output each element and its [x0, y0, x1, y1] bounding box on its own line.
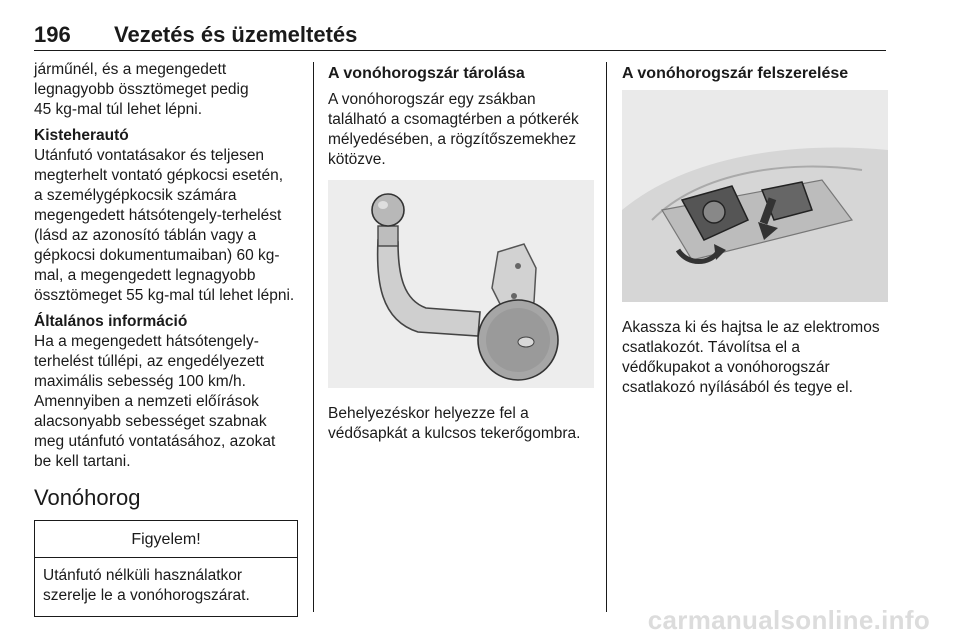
warning-body: Utánfutó nélküli használatkor szerelje le a vonóhorogszárat. [43, 567, 250, 604]
column-divider [313, 62, 314, 612]
column-right [622, 60, 890, 398]
general-info-paragraph: Ha a megengedett hátsótengely- terhelést túllépi, az engedélyezett maximális sebesség 100 km/h. Amennyiben a nemzeti előírások alacsonyabb sebességet szabnak meg utánfutó vontatásához, azokat be kell tartani. [34, 333, 276, 470]
watermark: carmanualsonline.info [647, 605, 930, 635]
warning-title: Figyelem! [35, 521, 297, 558]
bracket-hole [515, 263, 521, 269]
tow-ball [372, 194, 404, 226]
key-knob [518, 337, 534, 347]
towbar-illustration [328, 180, 594, 388]
van-paragraph: Utánfutó vontatásakor és teljesen megterhelt vontató gépkocsi esetén, a személygépkocsik számára megengedett hátsótengely-terhelést (lásd az azonosító táblán vagy a gépkocsi dokumentumaiban) 60 kg- mal, a megengedett legnagyobb össztömeget 55 kg-mal túl lehet lépni. [34, 147, 295, 304]
cap-inner [486, 308, 550, 372]
column-middle [328, 60, 596, 444]
storage-paragraph: A vonóhorogszár egy zsákban található a csomagtérben a pótkerék mélyedésében, a rögzítőszemekhez kötözve. [328, 91, 579, 168]
storage-title: A vonóhorogszár tárolása [328, 65, 525, 82]
general-info-heading: Általános információ [34, 313, 188, 330]
column-left [34, 60, 302, 617]
connector-illustration [622, 90, 888, 302]
ball-highlight [378, 201, 388, 209]
page-header [34, 20, 886, 52]
column-divider [606, 62, 607, 612]
van-heading: Kisteherautó [34, 127, 129, 144]
towbar-figure [328, 180, 596, 394]
bracket-hole [511, 293, 517, 299]
installation-paragraph: Akassza ki és hajtsa le az elektromos csatlakozót. Távolítsa el a védőkupakot a vonóhorogszár csatlakozó nyílásából és tegye el. [622, 319, 880, 396]
section-title: Vonóhorog [34, 485, 141, 510]
chapter-title: Vezetés és üzemeltetés [114, 22, 358, 47]
warning-box [34, 520, 298, 617]
page-number: 196 [34, 22, 71, 47]
header-rule [34, 50, 886, 51]
towbar-neck [378, 226, 398, 246]
installation-title: A vonóhorogszár felszerelése [622, 65, 849, 82]
insertion-paragraph: Behelyezéskor helyezze fel a védősapkát a kulcsos tekerőgombra. [328, 405, 581, 442]
intro-paragraph: járműnél, és a megengedett legnagyobb össztömeget pedig 45 kg-mal túl lehet lépni. [34, 61, 249, 118]
connector-figure [622, 90, 890, 308]
connector-socket [703, 201, 725, 223]
